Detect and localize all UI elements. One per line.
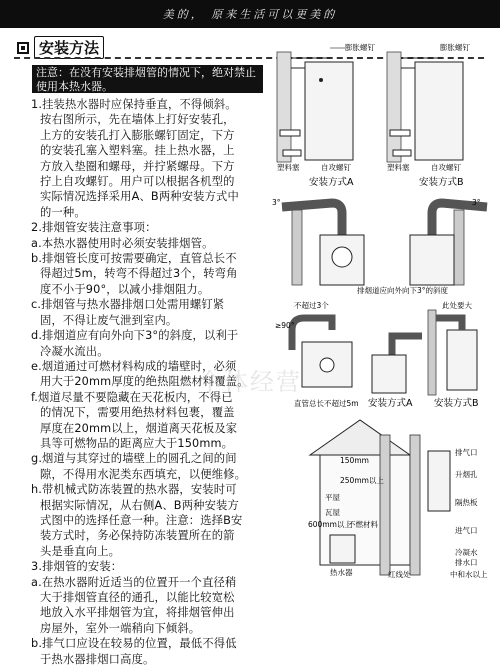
- label-no-more-3: 不超过3个: [294, 301, 329, 310]
- instruction-line: g.烟道与其穿过的墙壁上的圆孔之间的间: [31, 452, 237, 466]
- instruction-line: 的一种。: [40, 205, 86, 219]
- section-title: [17, 36, 104, 59]
- instruction-line: 式图中的选择任意一种。注意：选择B安: [40, 513, 243, 527]
- label-plug-b: 塑料塞: [387, 163, 410, 172]
- label-tile: 瓦屋: [325, 508, 340, 517]
- heater-body: [305, 62, 353, 160]
- instruction-line: d.排烟道应有向外向下3°的斜度，以利于: [31, 329, 239, 343]
- instruction-line: 得超过5m，转弯不得超过3个，转弯角: [40, 267, 238, 281]
- label-more-ok: 此处要大: [442, 301, 472, 310]
- label-heater: 热水器: [330, 568, 353, 577]
- label-max-length: 直管总长不超过5m: [294, 399, 359, 408]
- instruction-line: a.在热水器附近适当的位置开一个直径稍: [31, 575, 237, 589]
- label-tapscrew-a: 自攻螺钉: [321, 163, 351, 172]
- label-mid-water: 中和水以上: [450, 570, 488, 579]
- instruction-line: a.本热水器使用时必须安装排烟管。: [31, 236, 214, 250]
- banner-slogan: 美的， 原来生活可以更美的: [162, 8, 338, 21]
- instruction-line: 上方的安装孔打入膨胀螺钉固定，下方: [40, 128, 235, 142]
- instruction-line: 按右图所示，先在墙体上打好安装孔，: [40, 113, 235, 127]
- instruction-line: 厚度在20mm以上，烟道离天花板及家: [40, 421, 238, 435]
- instruction-line: 装方式时，务必保持防冻装置所在的箭: [40, 529, 235, 543]
- label-nonflammable: 不燃材料: [348, 520, 378, 529]
- instruction-line: 地放入水平排烟管为宜，将排烟管伸出: [40, 606, 235, 620]
- caption-install-a: 安装方式A: [309, 177, 354, 188]
- label-deg90: ≥90°: [275, 321, 295, 330]
- instruction-line: 拧上自攻螺钉。用户可以根据各机型的: [40, 175, 235, 189]
- instruction-line: c.排烟管与热水器排烟口处需用螺钉紧: [31, 298, 225, 312]
- section-marker-icon: [17, 42, 29, 54]
- label-drain: 排水口: [455, 558, 478, 567]
- caption-route-a: 安装方式A: [368, 398, 413, 409]
- angle-right: 3°: [472, 198, 481, 207]
- figure-flue-routing: [272, 300, 494, 410]
- figure-install-b: [385, 40, 495, 188]
- figure-flue-slope: [272, 195, 494, 295]
- label-raise: 升烟孔: [455, 470, 478, 479]
- label-exhaust-port: 排气口: [455, 448, 478, 457]
- instruction-line: 冷凝水流出。: [40, 344, 109, 358]
- warning-note: 注意：在没有安装排烟管的情况下，绝对禁止使用本热水器。: [32, 65, 263, 93]
- header-banner: [0, 0, 500, 28]
- instruction-line: 根据实际情况，从右侧A、B两种安装方: [40, 498, 239, 512]
- label-screw-b: 膨胀螺钉: [440, 43, 470, 52]
- instruction-line: f.烟道尽量不要隐藏在天花板内，不得已: [31, 390, 233, 404]
- dim-250: 250mm以上: [340, 476, 384, 485]
- dim-150: 150mm: [340, 456, 369, 465]
- instruction-line: 实际情况选择采用A、B两种安装方式中: [40, 190, 239, 204]
- instruction-line: 固，不得让废气泄到室内。: [40, 313, 178, 327]
- slope-note: 排烟道应向外向下3°的斜度: [357, 286, 449, 295]
- label-chimney: 红线处: [388, 570, 411, 579]
- instruction-line: 方放入垫圈和螺母，并拧紧螺母。下方: [40, 159, 235, 173]
- label-heat-insul: 隔热板: [455, 498, 478, 507]
- instruction-line: 用大于20mm厚度的绝热阻燃材料覆盖。: [40, 375, 249, 389]
- instruction-line: 的情况下，需要用绝热材料包裹，覆盖: [40, 406, 235, 420]
- label-vent: 进气口: [455, 526, 478, 535]
- instruction-line: e.烟道通过可燃材料构成的墙壁时，必须: [31, 359, 237, 373]
- instruction-line: b.排气口应设在较易的位置，最低不得低: [31, 637, 237, 651]
- section-title-text: 安装方法: [34, 36, 104, 59]
- label-cold-water: 冷凝水: [455, 548, 478, 557]
- instruction-line: 头是垂直向上。: [40, 544, 121, 558]
- wall: [277, 52, 291, 162]
- instruction-line: 具等可燃物品的距离应大于150mm。: [40, 436, 234, 450]
- dim-600: 600mm以上: [308, 520, 352, 529]
- label-plug-a: 塑料塞: [277, 163, 300, 172]
- instruction-line: 房屋外，室外一端稍向下倾斜。: [40, 621, 201, 635]
- instruction-line: 2.排烟管安装注意事项：: [31, 221, 157, 235]
- figure-building-section: [300, 415, 495, 579]
- instruction-line: 隙，不得用水泥类东西填充，以便维修。: [40, 467, 247, 481]
- label-screw-a: 膨胀螺钉: [345, 43, 375, 52]
- instruction-line: 大于排烟管直径的通孔，以能比较宽松: [40, 591, 235, 604]
- label-tapscrew-b: 自攻螺钉: [431, 163, 461, 172]
- angle-left: 3°: [272, 198, 281, 207]
- caption-install-b: 安装方式B: [419, 177, 464, 188]
- instruction-line: 于热水器排烟口高度。: [40, 652, 155, 666]
- instruction-line: 的安装孔塞入塑料塞。挂上热水器，上: [40, 144, 235, 158]
- instruction-line: h.带机械式防冻装置的热水器，安装时可: [31, 483, 237, 497]
- instruction-line: 3.排烟管的安装：: [31, 560, 123, 574]
- instruction-line: 度不小于90°，以减小排烟阻力。: [40, 282, 210, 296]
- instruction-line: 1.挂装热水器时应保持垂直，不得倾斜。: [31, 98, 237, 111]
- caption-route-b: 安装方式B: [434, 398, 479, 409]
- label-flat-roof: 平屋: [325, 493, 340, 502]
- watermark-text: 个体经营: [198, 368, 302, 396]
- instruction-line: b.排烟管长度可按需要确定，直管总长不: [31, 252, 237, 266]
- figure-install-a: [275, 40, 385, 188]
